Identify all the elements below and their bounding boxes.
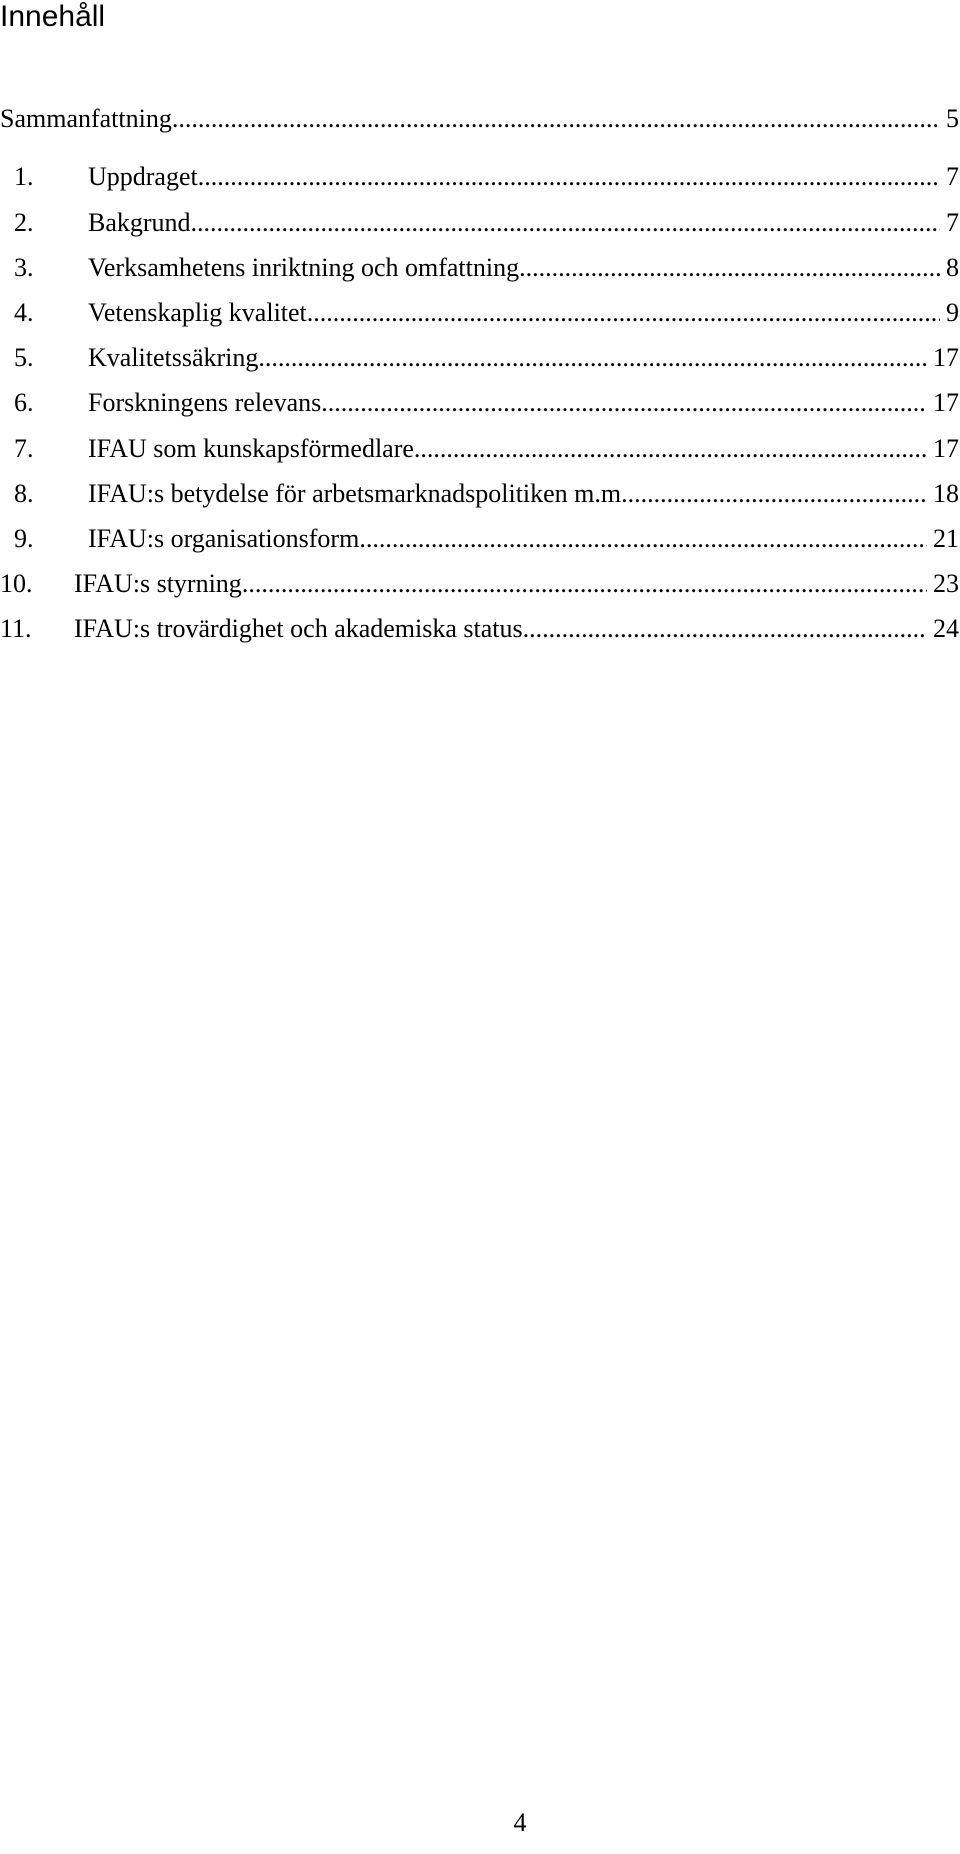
toc-entry-page: 5 bbox=[946, 104, 959, 133]
toc-dot-leader bbox=[307, 298, 940, 328]
toc-entry-title: IFAU som kunskapsförmedlare bbox=[88, 434, 414, 463]
toc-heading: Innehåll bbox=[0, 0, 106, 33]
toc-entry-page: 7 bbox=[946, 208, 959, 237]
toc-entry-7[interactable] bbox=[0, 434, 959, 474]
toc-entry-number: 1. bbox=[14, 162, 34, 191]
toc-entry-title: Verksamhetens inriktning och omfattning bbox=[88, 253, 520, 282]
toc-entry-10[interactable] bbox=[0, 569, 959, 609]
toc-entry-title: Sammanfattning bbox=[0, 104, 172, 133]
toc-entry-page: 24 bbox=[933, 614, 959, 643]
toc-dot-leader bbox=[628, 479, 927, 509]
page-number: 4 bbox=[513, 1808, 527, 1837]
toc-entry-page: 7 bbox=[946, 162, 959, 191]
toc-entry-9[interactable] bbox=[0, 524, 959, 564]
toc-entry-title: IFAU:s organisationsform bbox=[88, 524, 360, 553]
toc-entry-number: 6. bbox=[14, 388, 34, 417]
toc-dot-leader bbox=[359, 524, 927, 554]
toc-dot-leader bbox=[242, 569, 927, 599]
toc-dot-leader bbox=[321, 388, 927, 418]
toc-dot-leader bbox=[172, 104, 940, 134]
toc-entry-5[interactable] bbox=[0, 343, 959, 383]
toc-entry-number: 7. bbox=[14, 434, 34, 463]
toc-entry-number: 8. bbox=[14, 479, 34, 508]
toc-dot-leader bbox=[191, 208, 940, 238]
toc-entry-title: Forskningens relevans bbox=[88, 388, 322, 417]
toc-entry-summary[interactable] bbox=[0, 104, 959, 144]
toc-dot-leader bbox=[519, 253, 940, 283]
toc-entry-number: 2. bbox=[14, 208, 34, 237]
toc-entry-4[interactable] bbox=[0, 298, 959, 338]
toc-dot-leader bbox=[523, 614, 927, 644]
toc-entry-title: IFAU:s styrning bbox=[74, 569, 242, 598]
toc-entry-page: 17 bbox=[933, 343, 959, 372]
toc-entry-page: 21 bbox=[933, 524, 959, 553]
toc-entry-page: 8 bbox=[946, 253, 959, 282]
toc-entry-page: 9 bbox=[946, 298, 959, 327]
toc-dot-leader bbox=[414, 434, 927, 464]
toc-entry-title: IFAU:s trovärdighet och akademiska status bbox=[74, 614, 523, 643]
toc-dot-leader bbox=[258, 343, 927, 373]
toc-entry-number: 9. bbox=[14, 524, 34, 553]
toc-entry-11[interactable] bbox=[0, 614, 959, 654]
toc-entry-page: 18 bbox=[933, 479, 959, 508]
toc-entry-6[interactable] bbox=[0, 388, 959, 428]
toc-entry-number: 4. bbox=[14, 298, 34, 327]
toc-entry-number: 11. bbox=[0, 614, 32, 643]
toc-entry-2[interactable] bbox=[0, 208, 959, 248]
toc-entry-title: IFAU:s betydelse för arbetsmarknadspolitiken m.m. bbox=[88, 479, 628, 508]
toc-entry-number: 3. bbox=[14, 253, 34, 282]
toc-entry-page: 17 bbox=[933, 388, 959, 417]
toc-entry-3[interactable] bbox=[0, 253, 959, 293]
toc-entry-title: Vetenskaplig kvalitet bbox=[88, 298, 307, 327]
toc-entry-title: Bakgrund bbox=[88, 208, 191, 237]
toc-entry-title: Uppdraget bbox=[88, 162, 198, 191]
toc-dot-leader bbox=[198, 162, 940, 192]
toc-entry-1[interactable] bbox=[0, 162, 959, 202]
toc-entry-number: 5. bbox=[14, 343, 34, 372]
toc-entry-8[interactable] bbox=[0, 479, 959, 519]
toc-entry-page: 23 bbox=[933, 569, 959, 598]
toc-entry-page: 17 bbox=[933, 434, 959, 463]
toc-entry-number: 10. bbox=[0, 569, 33, 598]
toc-entry-title: Kvalitetssäkring bbox=[88, 343, 259, 372]
